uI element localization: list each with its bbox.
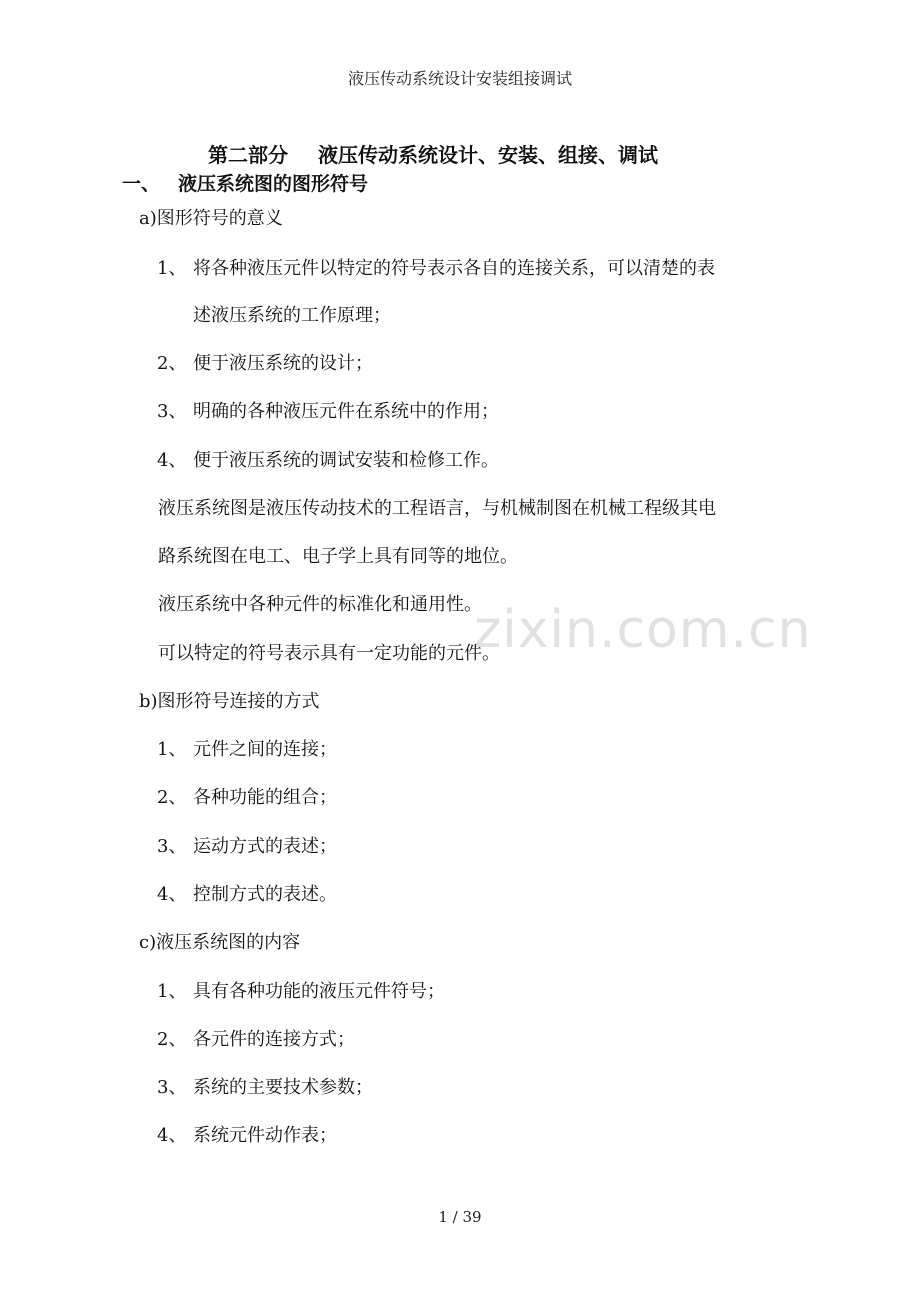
list-item <box>157 880 337 906</box>
list-item-text: 具有各种功能的液压元件符号； <box>193 981 445 1002</box>
list-item <box>157 446 499 472</box>
list-item-text: 便于液压系统的调试安装和检修工作。 <box>193 450 499 471</box>
list-item-number: 4、 <box>157 1125 187 1146</box>
list-item <box>157 397 499 423</box>
subsection-c-heading: c)液压系统图的内容 <box>139 932 301 953</box>
list-item-text: 系统元件动作表； <box>193 1125 337 1146</box>
list-item <box>157 832 337 858</box>
paragraph-line: 路系统图在电工、电子学上具有同等的地位。 <box>158 546 518 567</box>
list-item-text: 各种功能的组合； <box>193 787 337 808</box>
list-item <box>157 349 373 375</box>
list-item <box>157 1121 337 1147</box>
section-heading <box>122 169 368 196</box>
list-item <box>157 735 337 761</box>
document-title <box>208 139 658 168</box>
paragraph-line: 液压系统中各种元件的标准化和通用性。 <box>158 594 482 615</box>
list-item-text: 运动方式的表述； <box>193 836 337 857</box>
page-header: 液压传动系统设计安装组接调试 <box>347 69 572 88</box>
page-number: 1 / 39 <box>438 1208 482 1226</box>
list-item-number: 3、 <box>157 401 187 422</box>
subsection-b-heading: b)图形符号连接的方式 <box>139 691 320 712</box>
list-item-number: 1、 <box>157 739 187 760</box>
list-item <box>157 783 337 809</box>
list-item <box>157 1025 355 1051</box>
list-item-number: 3、 <box>157 836 187 857</box>
list-item-number: 4、 <box>157 884 187 905</box>
watermark: zixin.com.cn <box>474 600 812 660</box>
list-item-continuation: 述液压系统的工作原理； <box>193 305 391 326</box>
paragraph-line: 液压系统图是液压传动技术的工程语言，与机械制图在机械工程级其电 <box>158 498 716 519</box>
title-part: 第二部分 <box>208 143 288 167</box>
list-item-text: 各元件的连接方式； <box>193 1029 355 1050</box>
list-item-number: 1、 <box>157 258 187 279</box>
list-item <box>157 254 715 280</box>
list-item-text: 系统的主要技术参数； <box>193 1077 373 1098</box>
paragraph-line: 可以特定的符号表示具有一定功能的元件。 <box>158 643 500 664</box>
section-number: 一、 <box>122 173 161 195</box>
list-item-text: 控制方式的表述。 <box>193 884 337 905</box>
list-item-text: 元件之间的连接； <box>193 739 337 760</box>
list-item-number: 2、 <box>157 787 187 808</box>
list-item-number: 2、 <box>157 353 187 374</box>
subsection-a-heading: a)图形符号的意义 <box>139 208 283 229</box>
list-item-number: 4、 <box>157 450 187 471</box>
list-item-text: 明确的各种液压元件在系统中的作用； <box>193 401 499 422</box>
title-text: 液压传动系统设计、安装、组接、调试 <box>318 143 658 167</box>
list-item-number: 1、 <box>157 981 187 1002</box>
list-item <box>157 977 445 1003</box>
list-item <box>157 1073 373 1099</box>
list-item-number: 3、 <box>157 1077 187 1098</box>
list-item-text: 便于液压系统的设计； <box>193 353 373 374</box>
list-item-text: 将各种液压元件以特定的符号表示各自的连接关系，可以清楚的表 <box>193 258 715 279</box>
list-item-number: 2、 <box>157 1029 187 1050</box>
section-title: 液压系统图的图形符号 <box>178 173 369 195</box>
